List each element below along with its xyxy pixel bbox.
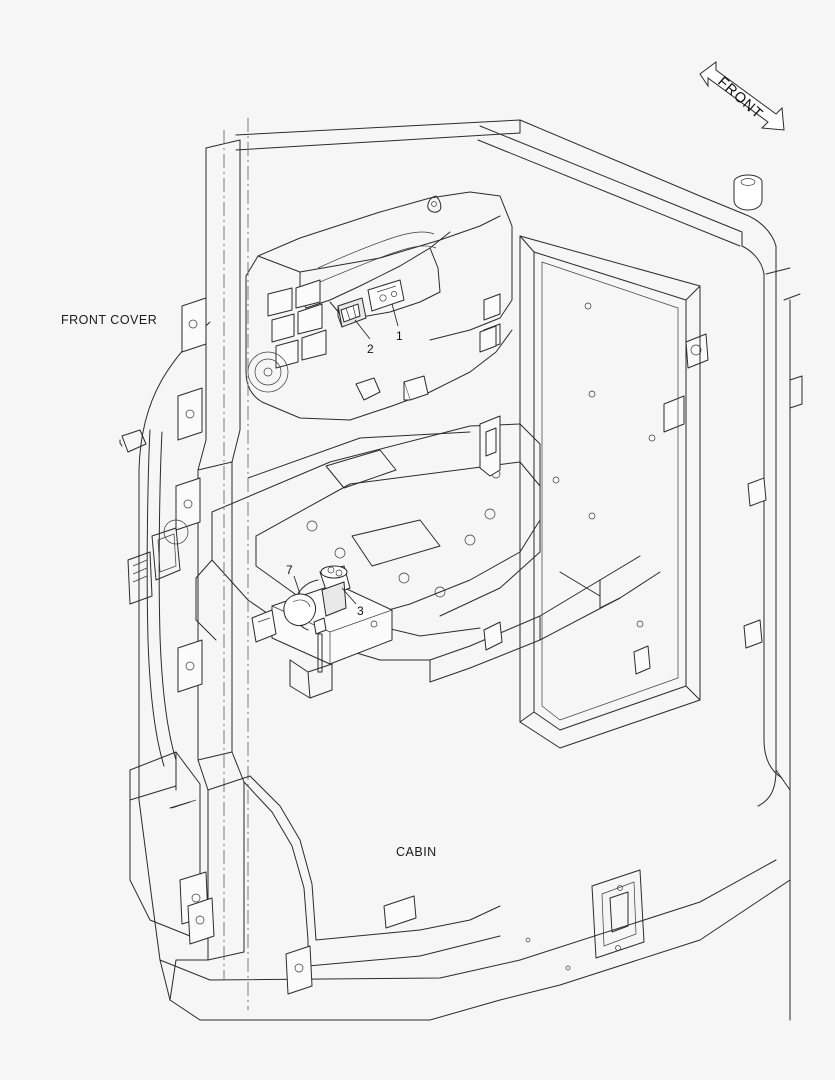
part-1-switch-plate: [368, 280, 404, 311]
rear-access-plate: [592, 870, 644, 958]
floor-console-plate: [196, 424, 660, 682]
callout-7: 7: [286, 563, 293, 577]
part-3-7-assembly: [252, 566, 392, 698]
callout-3: 3: [357, 604, 364, 618]
misc-markers: [526, 268, 802, 970]
front-arrow-label-text: FRONT: [714, 74, 766, 123]
left-door-pillar: [122, 118, 248, 1010]
callout-1: 1: [396, 329, 403, 343]
vent-grille: [268, 280, 326, 368]
label-front-cover: FRONT COVER: [61, 313, 158, 327]
part-2-switch: [338, 298, 366, 327]
front-orientation-marker: [707, 60, 787, 132]
roof-knob: [734, 175, 762, 210]
lower-cab-panels: [170, 776, 500, 1000]
callout-2: 2: [367, 342, 374, 356]
mid-brackets: [480, 334, 708, 674]
right-window-frame: [520, 236, 700, 748]
label-cabin: CABIN: [396, 845, 437, 859]
